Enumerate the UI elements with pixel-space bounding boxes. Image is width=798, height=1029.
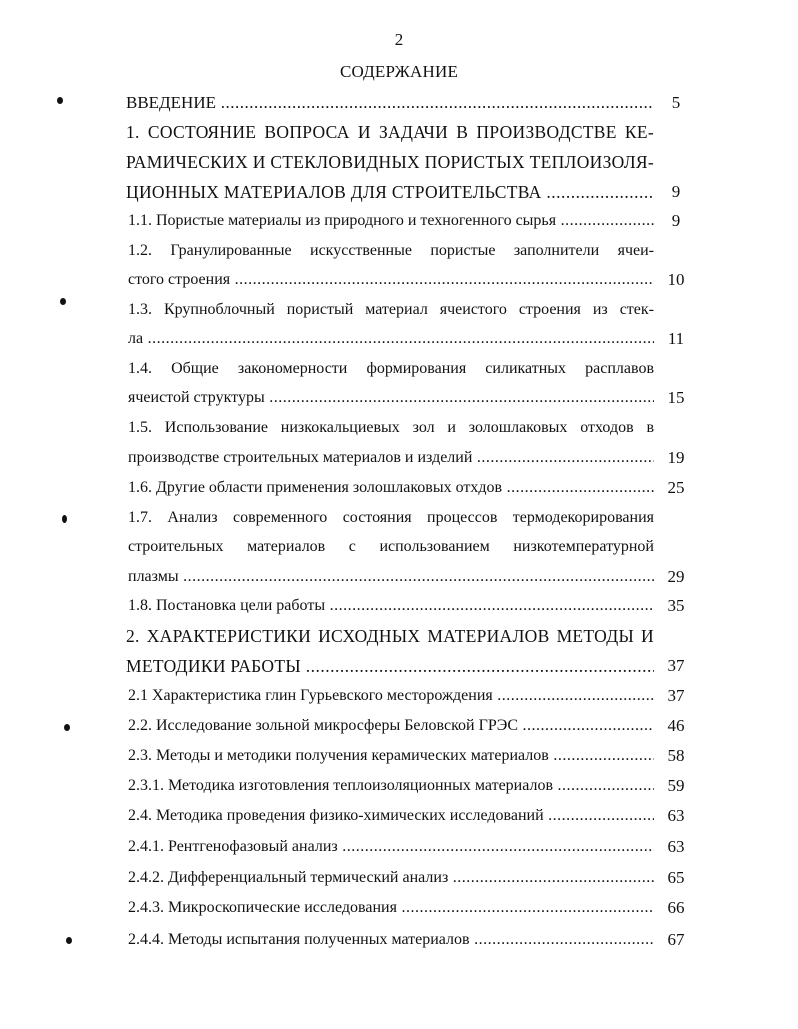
toc-entry-1-5-cont: производстве строительных материалов и изделий ..... — [128, 447, 654, 469]
toc-entry-2-4-1[interactable]: 2.4.1. Рентгенофазовый анализ ..... — [128, 836, 654, 858]
toc-entry-1-4[interactable]: 1.4. Общие закономерности формирования силикатных расплавов — [128, 360, 654, 377]
toc-entry-chapter-1[interactable]: 1. СОСТОЯНИЕ ВОПРОСА И ЗАДАЧИ В ПРОИЗВОДСТВЕ КЕ- — [126, 122, 654, 142]
toc-entry-1-2-cont: стого строения ..... — [128, 269, 654, 291]
toc-page-ref: 63 — [667, 837, 685, 856]
toc-page-ref: 9 — [671, 182, 681, 201]
toc-page-ref: 59 — [667, 776, 685, 795]
toc-entry-1-2[interactable]: 1.2. Гранулированные искусственные пористые заполнители ячеи- — [128, 242, 654, 259]
toc-page-ref: 65 — [667, 868, 685, 887]
toc-entry-1-8[interactable]: 1.8. Постановка цели работы ..... — [128, 595, 654, 617]
toc-page-ref: 37 — [667, 686, 685, 705]
toc-entry-chapter-1-cont: РАМИЧЕСКИХ И СТЕКЛОВИДНЫХ ПОРИСТЫХ ТЕПЛОИЗОЛЯ- — [126, 152, 654, 172]
toc-entry-1-7-cont: строительных материалов с использованием низкотемпературной — [128, 538, 654, 555]
toc-entry-chapter-2[interactable]: 2. ХАРАКТЕРИСТИКИ ИСХОДНЫХ МАТЕРИАЛОВ МЕТОДЫ И — [126, 626, 654, 646]
scan-mark — [64, 724, 70, 731]
toc-page-ref: 19 — [667, 448, 685, 467]
toc-entry-2-2[interactable]: 2.2. Исследование зольной микросферы Беловской ГРЭС ..... — [128, 715, 654, 737]
page-title: СОДЕРЖАНИЕ — [339, 62, 459, 81]
toc-page-ref: 63 — [667, 806, 685, 825]
toc-entry-2-4-4[interactable]: 2.4.4. Методы испытания полученных материалов ..... — [128, 929, 654, 951]
toc-entry-chapter-1-end: ЦИОННЫХ МАТЕРИАЛОВ ДЛЯ СТРОИТЕЛЬСТВА ..... — [126, 181, 654, 203]
toc-entry-1-6[interactable]: 1.6. Другие области применения золошлаковых отхдов ..... — [128, 477, 654, 499]
toc-page-ref: 15 — [667, 388, 685, 407]
toc-page-ref: 58 — [667, 746, 685, 765]
toc-page-ref: 10 — [667, 270, 685, 289]
scan-mark — [66, 937, 72, 944]
toc-page-ref: 66 — [667, 898, 685, 917]
toc-entry-2-1[interactable]: 2.1 Характеристика глин Гурьевского месторождения ..... — [128, 685, 654, 707]
toc-entry-1-7[interactable]: 1.7. Анализ современного состояния процессов термодекорирования — [128, 509, 654, 526]
toc-page-ref: 35 — [667, 596, 685, 615]
toc-entry-1-3[interactable]: 1.3. Крупноблочный пористый материал ячеистого строения из стек- — [128, 301, 654, 318]
toc-entry-2-4-3[interactable]: 2.4.3. Микроскопические исследования ..... — [128, 897, 654, 919]
toc-entry-2-4-2[interactable]: 2.4.2. Дифференциальный термический анализ ..... — [128, 867, 654, 889]
toc-page-ref: 67 — [667, 930, 685, 949]
toc-page-ref: 29 — [667, 567, 685, 586]
toc-entry-2-3-1[interactable]: 2.3.1. Методика изготовления теплоизоляционных материалов ..... — [128, 775, 654, 797]
toc-entry-introduction[interactable]: ВВЕДЕНИЕ ..... — [126, 92, 654, 114]
scan-mark — [60, 298, 66, 305]
toc-page-ref: 5 — [671, 93, 681, 112]
toc-entry-2-4[interactable]: 2.4. Методика проведения физико-химических исследований ..... — [128, 805, 654, 827]
toc-entry-1-7-end: плазмы ..... — [128, 566, 654, 588]
toc-entry-1-3-cont: ла ..... — [128, 328, 654, 350]
scan-mark — [62, 515, 67, 523]
toc-entry-1-4-cont: ячеистой структуры ..... — [128, 387, 654, 409]
toc-entry-1-5[interactable]: 1.5. Использование низкокальциевых зол и золошлаковых отходов в — [128, 419, 654, 436]
toc-entry-2-3[interactable]: 2.3. Методы и методики получения керамических материалов ..... — [128, 745, 654, 767]
toc-page-ref: 11 — [667, 329, 685, 348]
toc-page-ref: 9 — [671, 211, 681, 230]
toc-entry-chapter-2-cont: МЕТОДИКИ РАБОТЫ ..... — [126, 655, 654, 677]
toc-page-ref: 25 — [667, 478, 685, 497]
page-number: 2 — [394, 30, 404, 49]
toc-page-ref: 37 — [667, 656, 685, 675]
toc-page-ref: 46 — [667, 716, 685, 735]
scan-mark — [57, 97, 63, 104]
toc-entry-1-1[interactable]: 1.1. Пористые материалы из природного и техногенного сырья ..... — [128, 210, 654, 232]
